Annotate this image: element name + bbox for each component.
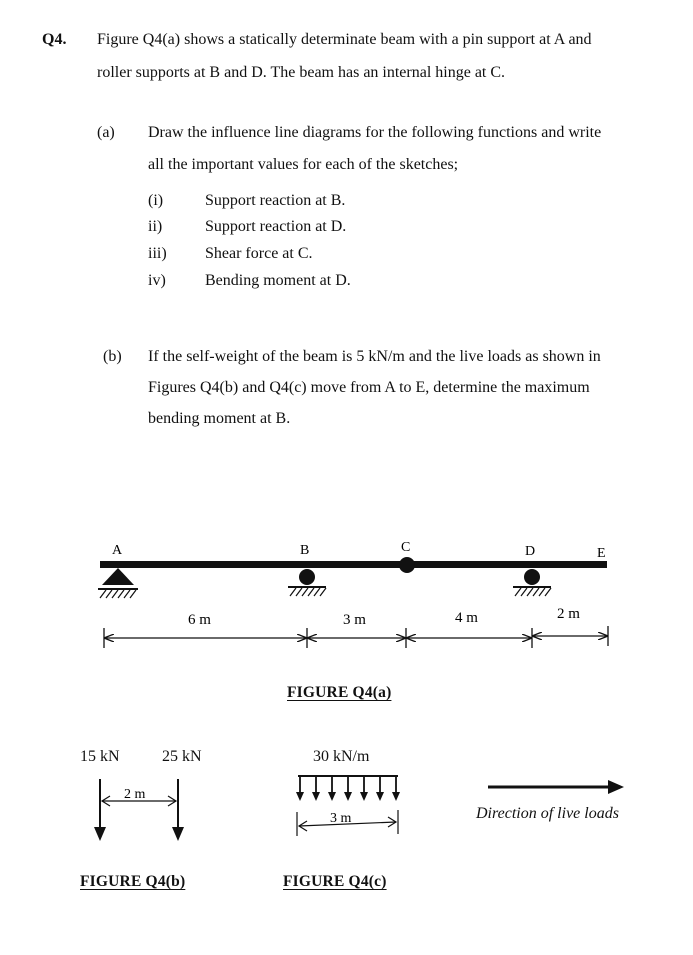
- internal-hinge-c: [399, 557, 415, 573]
- part-b-line2: Figures Q4(b) and Q4(c) move from A to E, determine the maximum: [148, 379, 590, 396]
- beam-diagram: [0, 530, 693, 650]
- point-label-e: E: [597, 546, 606, 561]
- part-a-line1: Draw the influence line diagrams for the following functions and write: [148, 124, 602, 141]
- question-text-line2: roller supports at B and D. The beam has an internal hinge at C.: [97, 64, 506, 81]
- load-label-25kn: 25 kN: [162, 748, 202, 765]
- load-label-15kn: 15 kN: [80, 748, 120, 765]
- figure-b-caption: FIGURE Q4(b): [80, 873, 186, 890]
- item-number: iii): [148, 245, 167, 262]
- udl-length-label: 3 m: [330, 811, 352, 826]
- question-number: Q4.: [42, 31, 67, 48]
- direction-label: Direction of live loads: [476, 805, 619, 822]
- direction-arrow-icon: [488, 776, 628, 800]
- figure-a-caption: FIGURE Q4(a): [287, 684, 392, 701]
- roller-support-b: [288, 569, 326, 596]
- dim-label-ab: 6 m: [188, 612, 211, 628]
- part-b-line3: bending moment at B.: [148, 410, 291, 427]
- dim-label-cd: 4 m: [455, 610, 478, 626]
- udl-label: 30 kN/m: [313, 748, 370, 765]
- udl-diagram: [290, 770, 410, 840]
- part-a-label: (a): [97, 124, 115, 141]
- part-b-line1: If the self-weight of the beam is 5 kN/m and the live loads as shown in: [148, 348, 601, 365]
- point-label-d: D: [525, 544, 536, 559]
- spacing-label: 2 m: [124, 787, 146, 802]
- dim-label-de: 2 m: [557, 606, 580, 622]
- item-number: ii): [148, 218, 163, 235]
- figure-c-caption: FIGURE Q4(c): [283, 873, 387, 890]
- item-number: (i): [148, 192, 164, 209]
- item-text: Bending moment at D.: [205, 272, 351, 289]
- item-number: iv): [148, 272, 166, 289]
- item-text: Support reaction at B.: [205, 192, 346, 209]
- part-b-label: (b): [103, 348, 122, 365]
- pin-support-a: [98, 568, 138, 598]
- item-text: Support reaction at D.: [205, 218, 347, 235]
- question-text-line1: Figure Q4(a) shows a statically determinate beam with a pin support at A and: [97, 31, 592, 48]
- point-label-c: C: [401, 540, 411, 555]
- beam: [100, 561, 607, 568]
- point-label-a: A: [112, 543, 123, 558]
- point-loads-diagram: [80, 775, 200, 850]
- part-a-line2: all the important values for each of the sketches;: [148, 156, 459, 173]
- item-text: Shear force at C.: [205, 245, 313, 262]
- roller-support-d: [513, 569, 551, 596]
- dim-label-bc: 3 m: [343, 612, 366, 628]
- point-label-b: B: [300, 543, 310, 558]
